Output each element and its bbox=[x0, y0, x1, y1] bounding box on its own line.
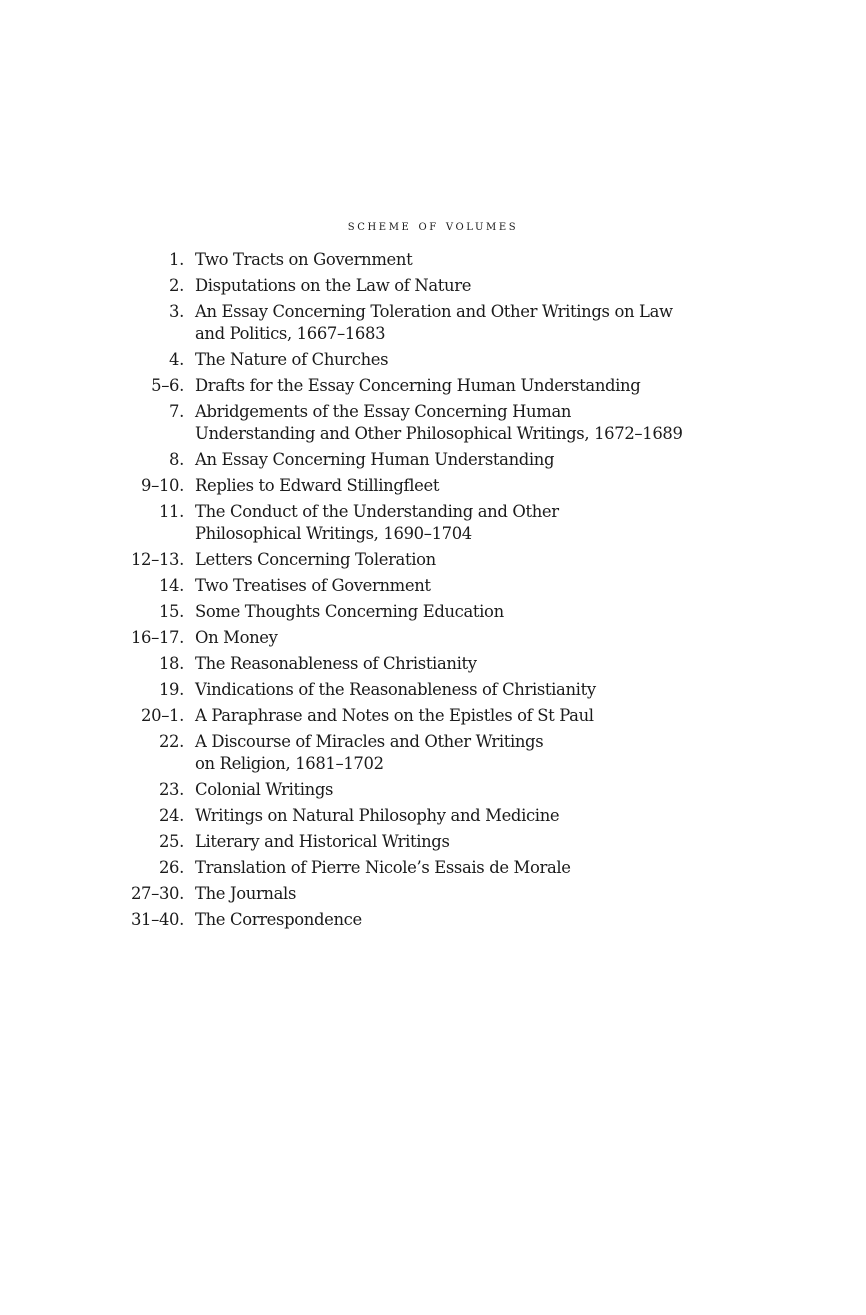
list-item bbox=[112, 805, 752, 827]
list-item bbox=[112, 601, 752, 623]
volume-title: The Correspondence bbox=[195, 910, 362, 929]
volume-title: Literary and Historical Writings bbox=[195, 832, 450, 851]
volume-title: The Conduct of the Understanding and Other Philosophical Writings, 1690–1704 bbox=[195, 502, 559, 543]
volume-title: Replies to Edward Stillingfleet bbox=[195, 476, 440, 495]
volume-number: 16–17. bbox=[130, 628, 184, 647]
list-item bbox=[112, 349, 752, 371]
volume-title: Disputations on the Law of Nature bbox=[195, 276, 472, 295]
page-title: scheme of volumes bbox=[347, 218, 519, 234]
volume-number: 18. bbox=[158, 654, 184, 673]
list-item bbox=[112, 501, 752, 545]
volume-number: 26. bbox=[158, 858, 184, 877]
list-item bbox=[112, 653, 752, 675]
volume-title: The Reasonableness of Christianity bbox=[195, 654, 477, 673]
list-item bbox=[112, 909, 752, 931]
volume-number: 15. bbox=[158, 602, 184, 621]
volume-number: 25. bbox=[158, 832, 184, 851]
volume-title: Two Tracts on Government bbox=[195, 250, 413, 269]
volume-number: 24. bbox=[158, 806, 184, 825]
volume-title: An Essay Concerning Toleration and Other Writings on Law and Politics, 1667–1683 bbox=[195, 302, 673, 343]
list-item bbox=[112, 449, 752, 471]
volume-title: Vindications of the Reasonableness of Christianity bbox=[195, 680, 596, 699]
list-item bbox=[112, 779, 752, 801]
list-item bbox=[112, 275, 752, 297]
volume-number: 5–6. bbox=[151, 376, 184, 395]
volume-number: 23. bbox=[158, 780, 184, 799]
list-item bbox=[112, 731, 752, 775]
volume-title: Two Treatises of Government bbox=[195, 576, 431, 595]
list-item bbox=[112, 705, 752, 727]
volume-title: A Paraphrase and Notes on the Epistles of St Paul bbox=[195, 706, 594, 725]
volume-number: 9–10. bbox=[141, 476, 184, 495]
list-item bbox=[112, 883, 752, 905]
volume-number: 12–13. bbox=[130, 550, 184, 569]
volume-number: 27–30. bbox=[130, 884, 184, 903]
volume-title: A Discourse of Miracles and Other Writings on Religion, 1681–1702 bbox=[195, 732, 544, 773]
volume-title: On Money bbox=[195, 628, 278, 647]
volume-number: 4. bbox=[169, 350, 184, 369]
list-item bbox=[112, 249, 752, 271]
volume-title: Colonial Writings bbox=[195, 780, 334, 799]
volume-title: Writings on Natural Philosophy and Medicine bbox=[195, 806, 560, 825]
volume-title: The Journals bbox=[195, 884, 297, 903]
volume-number: 31–40. bbox=[130, 910, 184, 929]
list-item bbox=[112, 375, 752, 397]
volume-number: 19. bbox=[158, 680, 184, 699]
volume-number: 3. bbox=[169, 302, 184, 321]
volume-title: Some Thoughts Concerning Education bbox=[195, 602, 504, 621]
volume-title: Translation of Pierre Nicole’s Essais de Morale bbox=[195, 858, 571, 877]
volume-number: 1. bbox=[169, 250, 184, 269]
volume-number: 2. bbox=[169, 276, 184, 295]
volume-title: Letters Concerning Toleration bbox=[195, 550, 436, 569]
list-item bbox=[112, 549, 752, 571]
list-item bbox=[112, 831, 752, 853]
list-item bbox=[112, 627, 752, 649]
volume-number: 7. bbox=[169, 402, 184, 421]
volume-title: Drafts for the Essay Concerning Human Understanding bbox=[195, 376, 641, 395]
list-item bbox=[112, 401, 752, 445]
volume-title: Abridgements of the Essay Concerning Human Understanding and Other Philosophical Writings, 1672–1689 bbox=[195, 402, 683, 443]
volume-number: 8. bbox=[169, 450, 184, 469]
volume-title: The Nature of Churches bbox=[195, 350, 389, 369]
volume-list bbox=[112, 249, 752, 935]
list-item bbox=[112, 301, 752, 345]
list-item bbox=[112, 679, 752, 701]
volume-number: 14. bbox=[158, 576, 184, 595]
volume-number: 11. bbox=[158, 502, 184, 521]
volume-number: 22. bbox=[158, 732, 184, 751]
list-item bbox=[112, 575, 752, 597]
list-item bbox=[112, 857, 752, 879]
volume-title: An Essay Concerning Human Understanding bbox=[195, 450, 555, 469]
list-item bbox=[112, 475, 752, 497]
volume-number: 20–1. bbox=[141, 706, 184, 725]
